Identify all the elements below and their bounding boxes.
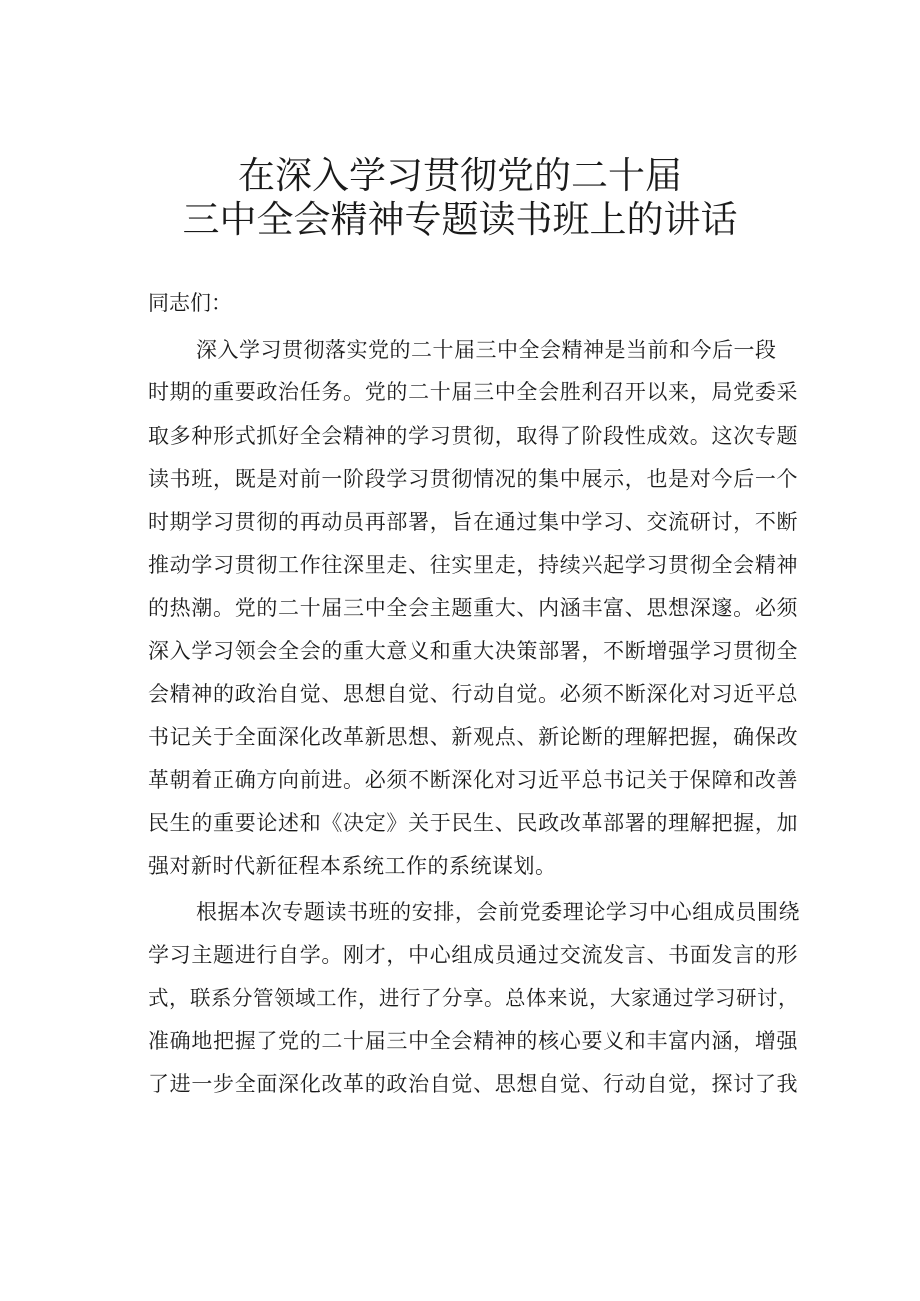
- paragraph-1-line: 书记关于全面深化改革新思想、新观点、新论断的理解把握，确保改: [148, 725, 798, 749]
- paragraph-1-line: 会精神的政治自觉、思想自觉、行动自觉。必须不断深化对习近平总: [148, 682, 798, 706]
- paragraph-1-line: 深入学习贯彻落实党的二十届三中全会精神是当前和今后一段: [196, 338, 777, 362]
- paragraph-2-line: 根据本次专题读书班的安排，会前党委理论学习中心组成员围绕: [196, 900, 800, 924]
- paragraph-1-line: 革朝着正确方向前进。必须不断深化对习近平总书记关于保障和改善: [148, 768, 798, 792]
- paragraph-2-line: 学习主题进行自学。刚才，中心组成员通过交流发言、书面发言的形: [148, 943, 798, 967]
- paragraph-1-line: 深入学习领会全会的重大意义和重大决策部署，不断增强学习贯彻全: [148, 639, 798, 663]
- paragraph-1-line: 时期的重要政治任务。党的二十届三中全会胜利召开以来，局党委采: [148, 380, 798, 404]
- paragraph-1-line: 强对新时代新征程本系统工作的系统谋划。: [148, 854, 557, 878]
- paragraph-2-line: 了进一步全面深化改革的政治自觉、思想自觉、行动自觉，探讨了我: [148, 1072, 798, 1096]
- paragraph-2-line: 式，联系分管领域工作，进行了分享。总体来说，大家通过学习研讨，: [148, 986, 799, 1010]
- paragraph-1-line: 民生的重要论述和《决定》关于民生、民政改革部署的理解把握，加: [148, 811, 798, 835]
- document-title-line-1: 在深入学习贯彻党的二十届: [238, 154, 682, 197]
- paragraph-1-line: 的热潮。党的二十届三中全会主题重大、内涵丰富、思想深邃。必须: [148, 596, 798, 620]
- paragraph-1-line: 时期学习贯彻的再动员再部署，旨在通过集中学习、交流研讨，不断: [148, 510, 798, 534]
- paragraph-2-line: 准确地把握了党的二十届三中全会精神的核心要义和丰富内涵，增强: [148, 1029, 798, 1053]
- paragraph-1-line: 推动学习贯彻工作往深里走、往实里走，持续兴起学习贯彻全会精神: [148, 553, 798, 577]
- paragraph-1-line: 读书班，既是对前一阶段学习贯彻情况的集中展示，也是对今后一个: [148, 467, 798, 491]
- document-title-line-2: 三中全会精神专题读书班上的讲话: [182, 198, 738, 241]
- salutation: 同志们：: [148, 291, 232, 315]
- paragraph-1-line: 取多种形式抓好全会精神的学习贯彻，取得了阶段性成效。这次专题: [148, 424, 798, 448]
